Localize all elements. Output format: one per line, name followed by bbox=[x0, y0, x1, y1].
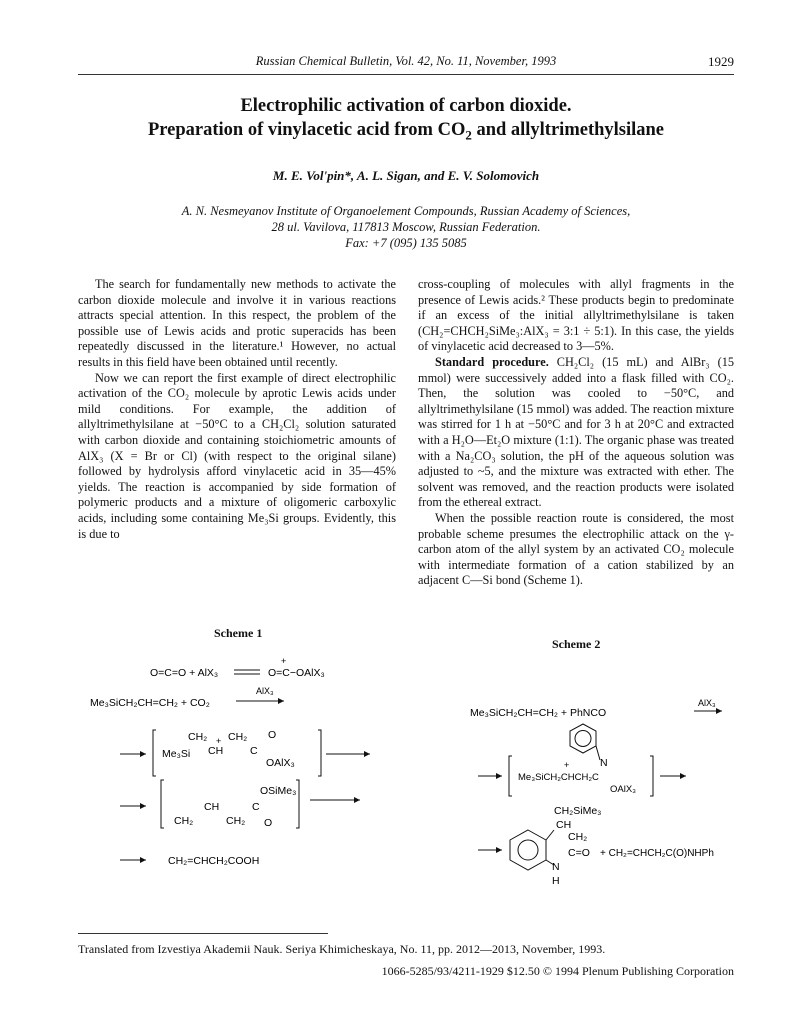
arrow-head bbox=[716, 708, 722, 714]
footer-rule bbox=[78, 933, 328, 934]
prod-ch2: CH₂ bbox=[568, 831, 588, 843]
charge-plus: + bbox=[281, 656, 287, 666]
bracket-left bbox=[509, 756, 512, 796]
copyright-line: 1066-5285/93/4211-1929 $12.50 © 1994 Plenum Publishing Corporation bbox=[381, 964, 734, 978]
prod-co: C=O bbox=[568, 847, 590, 859]
int2-o: O bbox=[264, 817, 273, 829]
arrow-head bbox=[364, 751, 370, 757]
affiliation-line-1: A. N. Nesmeyanov Institute of Organoelement Compounds, Russian Academy of Sciences, bbox=[181, 204, 631, 218]
prod-h: H bbox=[552, 875, 560, 887]
int2-ch: CH bbox=[204, 801, 220, 813]
benzene-ring-icon bbox=[510, 830, 546, 870]
authors: M. E. Vol'pin*, A. L. Sigan, and E. V. Solomovich bbox=[272, 168, 540, 183]
int2-c: C bbox=[252, 801, 260, 813]
prod-n: N bbox=[552, 861, 560, 873]
bracket-right bbox=[318, 730, 321, 776]
int2-osime3: OSiMe₃ bbox=[260, 785, 297, 797]
int1-ch2a: CH₂ bbox=[188, 731, 208, 743]
bond bbox=[546, 830, 554, 840]
arrow-head bbox=[496, 773, 502, 779]
arrow-head bbox=[140, 803, 146, 809]
int1-plus: + bbox=[216, 736, 222, 746]
affiliation-fax: Fax: +7 (095) 135 5085 bbox=[345, 236, 467, 250]
arrow-head bbox=[496, 847, 502, 853]
scheme-1-label: Scheme 1 bbox=[214, 626, 263, 640]
int-plus: + bbox=[564, 760, 570, 770]
article-title bbox=[78, 94, 734, 148]
scheme-2-label: Scheme 2 bbox=[552, 637, 601, 651]
page-number: 1929 bbox=[708, 54, 734, 69]
procedure-heading: Standard procedure. bbox=[435, 354, 549, 369]
title-line-2b: and allyltrimethylsilane bbox=[471, 120, 665, 140]
arrow-reagent: AlX₃ bbox=[698, 698, 716, 708]
int1-o: O bbox=[268, 729, 277, 741]
arrow-head bbox=[354, 797, 360, 803]
scheme1-eq1-left: O=C=O + AlX₃ bbox=[150, 667, 219, 679]
arrow-head bbox=[278, 698, 284, 704]
scheme1-eq1-right: O=C−OAlX₃ bbox=[268, 667, 325, 679]
scheme1-eq2-left: Me₃SiCH₂CH=CH₂ + CO₂ bbox=[90, 697, 210, 709]
body-column-left bbox=[78, 277, 396, 542]
aromatic-circle bbox=[575, 731, 591, 747]
paragraph: Now we can report the first example of direct electrophilic activation of the CO₂ molecule by aprotic Lewis acids under mild conditions. For example, the addition of allyltrimethylsilane at −50°C to a CH₂Cl₂ solution saturated with carbon dioxide and containing stoichiometric amounts of AlX₃ (X = Br or Cl) (with respect to the original silane) followed by hydrolysis afford vinylacetic acid in 35—45% yields. The reaction is accompanied by side formation of polymeric products and a mixture of oligomeric carboxylic acids, including some containing Me₃Si groups. Evidently, this is due to bbox=[78, 370, 396, 541]
int1-me3si: Me₃Si bbox=[162, 748, 191, 760]
translation-note: Translated from Izvestiya Akademii Nauk. Seriya Khimicheskaya, No. 11, pp. 2012—2013, November, 1993. bbox=[78, 942, 606, 956]
arrow-head bbox=[140, 751, 146, 757]
scheme1-product: CH₂=CHCH₂COOH bbox=[168, 855, 260, 867]
int-n: N bbox=[600, 757, 608, 769]
bracket-left bbox=[161, 780, 164, 828]
int1-ch2b: CH₂ bbox=[228, 731, 248, 743]
scheme2-eq-left: Me₃SiCH₂CH=CH₂ + PhNCO bbox=[470, 707, 607, 719]
bracket-right bbox=[296, 780, 299, 828]
arrow-reagent: AlX₃ bbox=[256, 686, 274, 696]
prod-ch: CH bbox=[556, 819, 572, 831]
bracket-left bbox=[153, 730, 156, 776]
aromatic-circle bbox=[518, 840, 538, 860]
arrow-head bbox=[140, 857, 146, 863]
int1-oalx3: OAlX₃ bbox=[266, 757, 295, 769]
procedure-text: CH₂Cl₂ (15 mL) and AlBr₃ (15 mmol) were successively added into a flask filled with CO₂. Then, the solution was cooled to −50°C, and allyltrimethylsilane (15 mmol) was added. The reaction mixture was stirred for 1 h at −50°C and for 3 h at 20°C and extracted with a H₂O—Et₂O mixture (1:1). The organic phase was treated with a Na₂CO₃ solution, the pH of the aqueous solution was adjusted to ~5, and the mixture was extracted with ether. The solvent was removed, and the reaction products were isolated from the ethereal extract. bbox=[418, 354, 734, 510]
journal-citation: Russian Chemical Bulletin, Vol. 42, No. 11, November, 1993 bbox=[255, 54, 557, 68]
body-column-right bbox=[418, 277, 734, 589]
scheme2-byproduct: + CH₂=CHCH₂C(O)NHPh bbox=[600, 848, 714, 859]
scheme-1-diagram bbox=[80, 650, 420, 890]
title-line-2a: Preparation of vinylacetic acid from CO bbox=[147, 120, 466, 140]
paragraph: The search for fundamentally new methods to activate the carbon dioxide molecule and involve it in various reactions attracts special attention. In this respect, the problem of the possible use of Lewis acids and protic superacids has been repeatedly discussed in the literature.¹ However, no actual results in this field have been obtained until recently. bbox=[78, 277, 396, 369]
int2-ch2a: CH₂ bbox=[174, 815, 194, 827]
int-oalx3: OAlX₃ bbox=[610, 784, 637, 795]
scheme2-intermediate: Me₃SiCH₂CHCH₂C bbox=[518, 772, 599, 783]
scheme-2-diagram bbox=[450, 690, 740, 890]
affiliation bbox=[78, 203, 734, 251]
phenyl-ring-icon bbox=[570, 724, 596, 753]
paragraph bbox=[418, 355, 734, 511]
prod-ch2sime3: CH₂SiMe₃ bbox=[554, 805, 602, 817]
title-line-2 bbox=[78, 118, 734, 148]
header-rule bbox=[78, 74, 734, 75]
int1-c: C bbox=[250, 745, 258, 757]
int2-ch2b: CH₂ bbox=[226, 815, 246, 827]
arrow-head bbox=[680, 773, 686, 779]
int1-ch: CH bbox=[208, 745, 224, 757]
title-line-1: Electrophilic activation of carbon dioxide. bbox=[240, 96, 572, 116]
paragraph: cross-coupling of molecules with allyl fragments in the presence of Lewis acids.² These products begin to predominate if an excess of the initial allyltrimethylsilane is taken (CH₂=CHCH₂SiMe₃:AlX₃ = 3:1 ÷ 5:1). In this case, the yields of vinylacetic acid decreased to 3—5%. bbox=[418, 277, 734, 354]
title-subscript: 2 bbox=[465, 127, 472, 143]
bracket-right bbox=[650, 756, 653, 796]
running-header bbox=[78, 54, 734, 76]
affiliation-line-2: 28 ul. Vavilova, 117813 Moscow, Russian Federation. bbox=[271, 220, 541, 234]
paragraph: When the possible reaction route is considered, the most probable scheme presumes the electrophilic attack on the γ-carbon atom of the allyl system by an activated CO₂ molecule with intermediate formation of a cation stabilized by an adjacent C—Si bond (Scheme 1). bbox=[418, 510, 734, 588]
